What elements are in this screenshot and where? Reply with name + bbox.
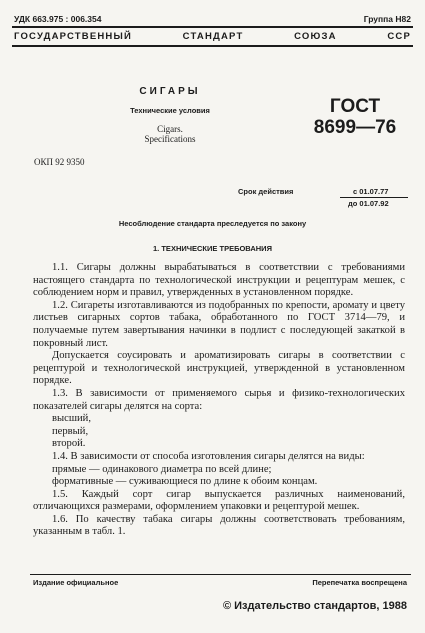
gost-label: ГОСТ xyxy=(329,96,381,117)
copyright-notice: © Издательство стандартов, 1988 xyxy=(222,600,407,612)
section-title: 1. ТЕХНИЧЕСКИЕ ТРЕБОВАНИЯ xyxy=(153,244,272,253)
validity-from: с 01.07.77 xyxy=(353,187,389,196)
grade-item: второй. xyxy=(52,438,86,450)
reprint-note: Перепечатка воспрещена xyxy=(312,578,407,587)
paragraph-1-5: 1.5. Каждый сорт сигар выпускается различных наименований, отличающихся размерами, оформлением упаковки и рецептурой мешек. xyxy=(33,488,405,513)
paragraph-1-4: 1.4. В зависимости от способа изготовления сигары делятся на виды: xyxy=(52,450,365,462)
subtitle-english: Specifications xyxy=(144,134,196,144)
legal-warning: Несоблюдение стандарта преследуется по закону xyxy=(118,219,307,228)
gost-number: 8699—76 xyxy=(313,117,397,138)
paragraph-1-1: 1.1. Сигары должны вырабатываться в соответствии с требованиями настоящего стандарта по технологической инструкции и рецептурам мешек, с соблюдением норм и правил, утвержденных в установленном порядке. xyxy=(33,262,405,299)
title-english: Cigars. xyxy=(157,124,183,134)
header-bottom-rule xyxy=(12,45,413,47)
validity-divider xyxy=(340,197,408,198)
grade-item: высший, xyxy=(52,413,91,425)
header-top-rule xyxy=(12,26,413,28)
okp-code: ОКП 92 9350 xyxy=(34,157,85,167)
paragraph-1-6: 1.6. По качеству табака сигары должны соответствовать требованиям, указанным в табл. 1. xyxy=(33,513,405,538)
edition-note: Издание официальное xyxy=(33,578,119,587)
paragraph-1-2: 1.2. Сигареты изготавливаются из подобранных по крепости, аромату и цвету листьев сигарных сортов табака, обработанного по ГОСТ 3714—79, и получаемые путем завертывания начинки в подлист с последующей закаткой в покровный лист. xyxy=(33,299,405,349)
paragraph-1-3: 1.3. В зависимости от применяемого сырья и физико-технологических показателей сигары делятся на сорта: xyxy=(33,387,405,412)
group-code: Группа Н82 xyxy=(363,14,411,24)
udk-code: УДК 663.975 : 006.354 xyxy=(14,14,102,24)
footer-rule xyxy=(30,574,411,575)
type-item: прямые — одинакового диаметра по всей длине; xyxy=(52,463,272,475)
validity-to: до 01.07.92 xyxy=(348,199,389,208)
document-title: СИГАРЫ xyxy=(139,86,201,97)
document-body xyxy=(33,262,405,539)
organization-title: ГОСУДАРСТВЕННЫЙ СТАНДАРТ СОЮЗА ССР xyxy=(14,31,411,42)
type-item: формативные — суживающиеся по длине к обоим концам. xyxy=(52,476,318,488)
document-subtitle: Технические условия xyxy=(130,106,210,115)
grade-item: первый, xyxy=(52,425,89,437)
paragraph-flavoring: Допускается соусировать и ароматизировать сигары в соответствии с рецептурой и технологической инструкцией, утвержденной в установленном порядке. xyxy=(33,350,405,387)
validity-label: Срок действия xyxy=(238,187,294,196)
